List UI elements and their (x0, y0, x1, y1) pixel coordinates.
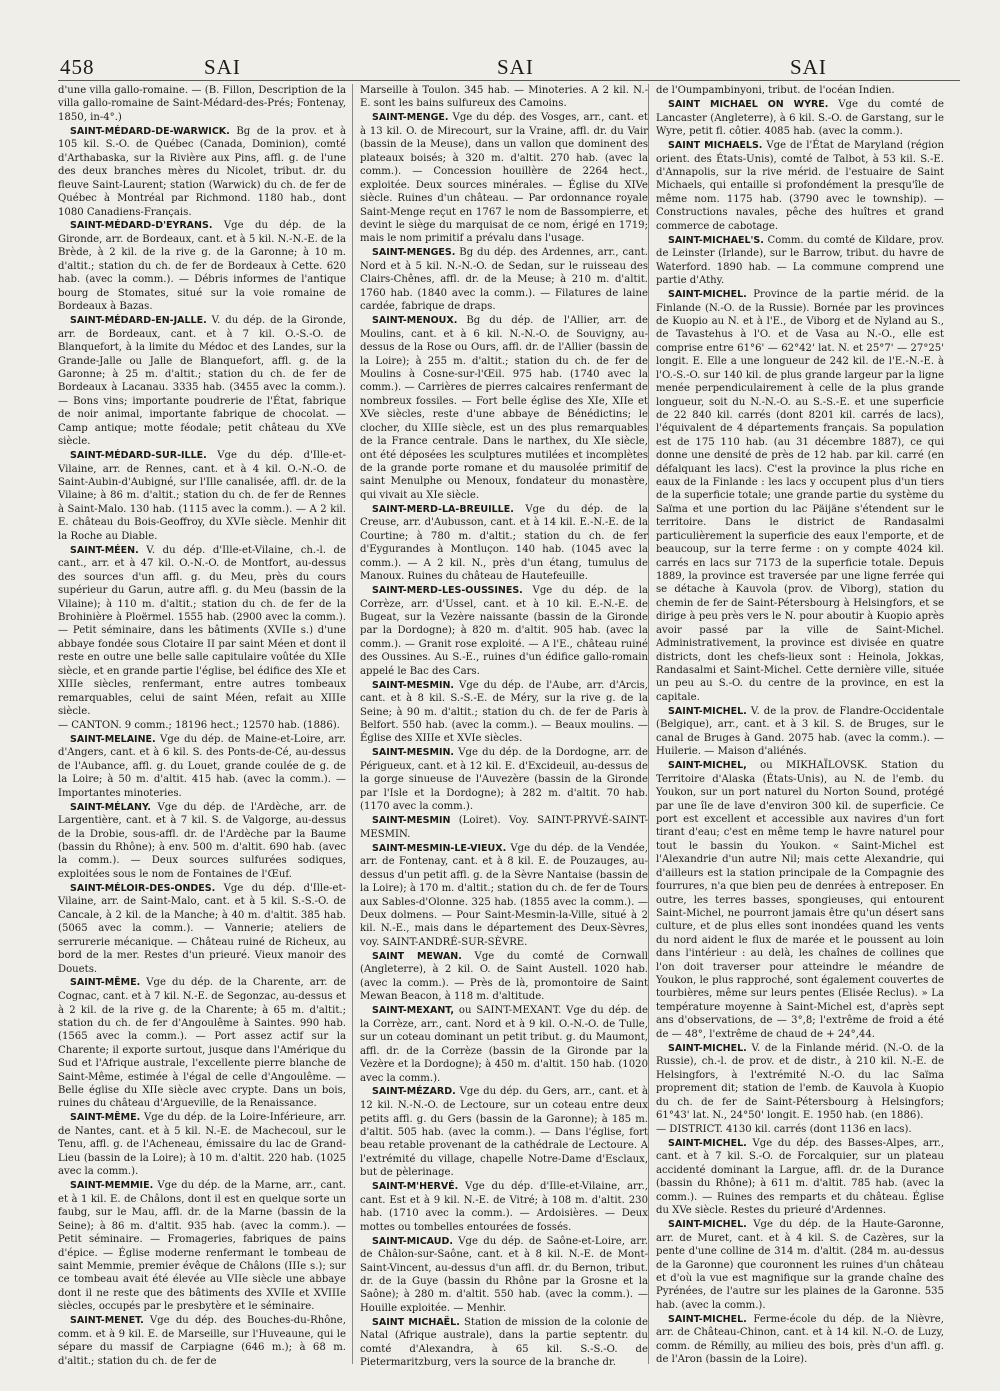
dictionary-entry (656, 98, 944, 138)
entry-text: Vge du dép. de la Creuse, arr. d'Aubusson, cant. et à 14 kil. E.-N.-E. de la Courtine; à 780 m. d'altit.; station du ch. de fer d'Eygurandes à Montluçon. 140 hab. (1045 avec la comm.). — A 2 kil. N., près d'un étang, tumulus de Manoux. Ruines du château de Hautefeuille. (360, 503, 648, 582)
entry-text: — CANTON. 9 comm.; 18196 hect.; 12570 hab. (1886). (58, 719, 340, 731)
dictionary-entry (360, 246, 648, 313)
entry-headword: SAINT-MICHEL. (668, 1219, 747, 1231)
entry-headword: SAINT-MÉLANY. (70, 801, 151, 813)
dictionary-entry (58, 733, 346, 800)
entry-text: — DISTRICT. 4130 kil. carrés (dont 1136 en lacs). (656, 1123, 912, 1135)
entry-headword: SAINT-MELAINE. (70, 733, 156, 745)
entry-text: Vge de l'État de Maryland (région orient. des États-Unis), comté de Talbot, à 53 kil. S.-E. d'Annapolis, sur la rive mérid. de l'estuaire de Saint Michaels, qui entaille si profondément la presqu'île de même nom. 1175 hab. (3790 avec le township). — Constructions navales, pêche des huîtres et grand commerce de cabotage. (656, 139, 944, 232)
column-divider (648, 84, 649, 1364)
entry-text: Station de mission de la colonie de Natal (Afrique australe), dans la partie septentr. du comté d'Alexandra, à 65 kil. S.-S.-O. de Pietermaritzburg, vers la source de la branche dr. (360, 1316, 648, 1369)
entry-headword: SAINT-MICHEL. (668, 1042, 747, 1054)
entry-headword: SAINT-MICHEL. (668, 705, 747, 717)
dictionary-entry (360, 1235, 648, 1316)
dictionary-entry (360, 584, 648, 678)
dictionary-entry (58, 219, 346, 313)
entry-headword: SAINT-MICHEL. (668, 288, 747, 300)
column-1 (58, 84, 346, 1369)
entry-headword: SAINT-MICHEL, (668, 760, 747, 772)
dictionary-entry (656, 1218, 944, 1312)
entry-text: V. de la Finlande mérid. (N.-O. de la Russie), ch.-l. de prov. et de distr., à 210 kil. N.-E. de Helsingfors, à l'extrémité N.-O. du lac Saïma proprement dit; station de l'emb. de Kauvola à Kuopio du ch. de fer de Saint-Pétersbourg à Helsingfors; 61°43' lat. N., 24°50' longit. E. 1950 hab. (en 1886). (656, 1042, 944, 1121)
dictionary-entry (58, 1111, 346, 1178)
entry-headword: SAINT-MENET. (70, 1315, 144, 1327)
entry-text: Province de la partie mérid. de la Finlande (N.-O. de la Russie). Bornée par les provinces de Kuopio au N. et à l'E., de Viborg et de Nyland au S., de Tavastehus à l'O. et de Vasa au N.-O., elle est comprise entre 61°6' — 62°42' lat. N. et 25°7' — 27°25' longit. E. Elle a une longueur de 242 kil. de l'E.-N.-E. à l'O.-S.-O. sur 140 kil. de plus grande largeur par la ligne menée perpendiculairement à celle de la plus grande longueur, soit du N.-N.-O. au S.-S.-E. et une superficie de 22 840 kil. carrés (dont 8201 kil. carrés de lacs), l'équivalent de 4 départements français. Sa population est de 175 110 hab. (au 31 décembre 1887), ce qui donne une densité de près de 12 hab. par kil. carré (en défalquant les lacs). C'est la province la plus riche en eaux de la Finlande : les lacs y occupent plus d'un tiers de la superficie totale; une grande partie du système du Saïma et une portion du lac Päijäne s'étendent sur le territoire. Dans le district de Randasalmi particulièrement la superficie des eaux l'emporte, et de beaucoup, sur la terre ferme : on y compte 4024 kil. carrés en lacs sur 7173 de la superficie totale. Depuis 1889, la province est traversée par une ligne ferrée qui se détache à Kauvola (prov. de Viborg), station du chemin de fer de Saint-Pétersbourg à Helsingfors, et se dirige à peu près vers le N. pour aboutir à Kuopio après avoir passé par la ville de Saint-Michel. Administrativement, la province est divisée en quatre districts, dont les chefs-lieux sont : Heinola, Jokkas, Randasalmi et Saint-Michel. Cette dernière ville, située un peu au S.-O. du centre de la province, en est la capitale. (656, 288, 944, 703)
entry-headword: SAINT-MERD-LES-OUSSINES. (372, 584, 523, 596)
entry-text: de l'Oumpambinyoni, tribut. de l'océan Indien. (656, 85, 895, 96)
dictionary-entry (360, 1085, 648, 1179)
entry-text: (Loiret). Voy. SAINT-PRYVÉ-SAINT-MESMIN. (360, 815, 648, 840)
entry-text: V. du dép. de la Gironde, arr. de Bordeaux, cant. et à 7 kil. O.-S.-O. de Blanquefort, à la limite du Médoc et des Landes, sur la Grande-Jalle ou Jalle de Blanquefort, affl. g. de la Garonne; à 25 m. d'altit.; station du ch. de fer de Bordeaux à Lacanau. 3335 hab. (3455 avec la comm.). — Bons vins; importante poudrerie de l'État, fabrique de noir animal, importante fabrique de chocolat. — Camp antique; motte féodale; petit château du XVe siècle. (58, 315, 346, 448)
entry-headword: SAINT-MÉEN. (70, 544, 139, 556)
continued-text (656, 84, 944, 97)
entry-text: Vge du dép. de la Gironde, arr. de Bordeaux, cant. et à 5 kil. N.-N.-E. de la Brède, à 2 kil. de la rive g. de la Garonne; à 10 m. d'altit.; station du ch. de fer de Bordeaux à Cette. 620 hab. (avec la comm.). — Débris informes de l'antique bourg de Stomates, situé sur la voie romaine de Bordeaux à Bazas. (58, 220, 346, 313)
entry-headword: SAINT-MÊME. (70, 1112, 141, 1124)
entry-headword: SAINT-MENGES. (372, 247, 456, 259)
dictionary-entry (360, 111, 648, 245)
dictionary-entry (656, 234, 944, 288)
entry-text: Bg de la prov. et à 105 kil. S.-O. de Québec (Canada, Dominion), comté d'Arthabaska, sur la Rivière aux Pins, affl. g. de l'une des deux branches mères du Nicolet, tribut. dr. du fleuve Saint-Laurent; station (Warwick) du ch. de fer de Québec à Montréal par Richmond. 1180 hab., dont 1080 Canadiens-Français. (58, 125, 346, 218)
entry-text: V. du dép. d'Ille-et-Vilaine, ch.-l. de cant., arr. et à 47 kil. O.-N.-O. de Montfort, au-dessus des sources d'un affl. g. du Meu, près du cours supérieur du Garun, autre affl. g. du Meu (bassin de la Vilaine); à 110 m. d'altit.; station du ch. de fer de la Brohinière à Ploërmel. 1555 hab. (2900 avec la comm.). — Petit séminaire, dans les bâtiments (XVIIe s.) d'une abbaye fondée sous Clotaire II par saint Méen et dont il reste en outre une belle salle capitulaire voûtée du XIIe siècle, et en grande partie l'église, bel édifice des XIe et XIIIe siècles, renfermant, entre autres tombeaux remarquables, celui de saint Méen, refait au XIIIe siècle. (58, 544, 346, 717)
dictionary-entry (360, 1180, 648, 1234)
entry-text: ou MIKHAÏLOVSK. Station du Territoire d'Alaska (États-Unis), au N. de l'emb. du Youkon, sur un port naturel du Norton Sound, protégé par une île de lave d'environ 300 kil. de superficie. Ce port est excellent et accessible aux navires d'un fort tirant d'eau; c'est en même temp le havre naturel pour tout le bassin du Youkon. « Saint-Michel est l'Alexandrie d'un autre Nil; mais cette Alexandrie, qui d'ailleurs est la station principale de la Compagnie des fourrures, n'a que bien peu de denrées à entreposer. En outre, les terres basses, spongieuses, qui entourent Saint-Michel, ne pourront jamais être qu'un désert sans culture, et de plus elles sont inondées quand les vents du nord aident le flux de marée et le poussent au loin dans l'intérieur : au delà, les chaînes de collines que l'on doit traverser pour atteindre le méandre de Youkon, le plus rapproché, sont également couvertes de tourbières, même sur leurs pentes (Elisée Reclus). » La température moyenne à Saint-Michel est, d'après sept ans d'observations, de — 3°,8; l'extrême de froid a été de — 48°, l'extrême de chaud de + 24°,44. (656, 760, 944, 1040)
entry-headword: SAINT-MÉLOIR-DES-ONDES. (70, 882, 216, 894)
entry-headword: SAINT-MÉDARD-D'EYRANS. (70, 220, 213, 232)
entry-headword: SAINT MEWAN. (372, 950, 462, 962)
entry-headword: SAINT-MESMIN (372, 815, 451, 827)
dictionary-entry (360, 950, 648, 1004)
entry-headword: SAINT-MÉZARD. (372, 1086, 456, 1098)
entry-text: Vge du dép. de Saône-et-Loire, arr. de Châlon-sur-Saône, cant. et à 8 kil. N.-E. de Mont-Saint-Vincent, au-dessus d'un affl. dr. du Bernon, tribut. dr. de la Guye (bassin du Rhône par la Grosne et la Saône); à 280 m. d'altit. 550 hab. (avec la comm.). — Houille exploitée. — Menhir. (360, 1235, 648, 1314)
entry-headword: SAINT-MÉDARD-DE-WARWICK. (70, 125, 230, 137)
entry-text: Vge du dép. des Bouches-du-Rhône, comm. et à 9 kil. E. de Marseille, sur l'Huveaune, qui le sépare du massif de Carpiagne (646 m.); à 68 m. d'altit.; station du ch. de fer de (58, 1315, 346, 1367)
entry-text: Vge du dép. de la Vendée, arr. de Fontenay, cant. et à 8 kil. E. de Pouzauges, au-dessus d'un petit affl. g. de la Sèvre Nantaise (bassin de la Loire); à 170 m. d'altit.; station du ch. de fer de Tours aux Sables-d'Olonne. 325 hab. (1855 avec la comm.). — Deux dolmens. — Pour Saint-Mesmin-la-Ville, situé à 2 kil. N.-E., mais dans le département des Deux-Sèvres, voy. SAINT-ANDRÉ-SUR-SÈVRE. (360, 842, 648, 948)
entry-text: d'une villa gallo-romaine. — (B. Fillon, Description de la villa gallo-romaine de Saint-Médard-des-Prés; Fontenay, 1850, in-4°.) (58, 85, 346, 123)
entry-text: Vge du dép. des Basses-Alpes, arr., cant. et à 7 kil. S.-O. de Forcalquier, sur un plateau accidenté dominant la Largue, affl. dr. de la Durance (bassin du Rhône); à 611 m. d'altit. 785 hab. (avec la comm.). — Ruines des remparts et du château. Église du XVe siècle. Restes du prieuré d'Ardennes. (656, 1137, 944, 1217)
dictionary-entry (360, 814, 648, 841)
entry-text: Vge du dép. des Vosges, arr., cant. et à 13 kil. O. de Mirecourt, sur la Vraine, affl. dr. du Vair (bassin de la Meuse), dans un vallon que dominent des plateaux boisés; à 320 m. d'altit. 270 hab. (avec la comm.). — Concession houillère de 2264 hect., exploitée. Deux sources minérales. — Église du XIVe siècle. Ruines d'un château. — Par ordonnance royale Saint-Menge reçut en 1767 le nom de Bassompierre, et devint le siège du marquisat de ce nom, érigé en 1719; mais le nom primitif a prévalu dans l'usage. (360, 112, 648, 245)
entry-headword: SAINT-MICHAEL'S. (668, 234, 764, 246)
entry-text: Vge du comté de Lancaster (Angleterre), à 6 kil. S.-O. de Garstang, sur le Wyre, petit fl. côtier. 4085 hab. (avec la comm.). (656, 98, 945, 137)
dictionary-entry (360, 314, 648, 502)
dictionary-entry (656, 1137, 944, 1218)
dictionary-entry (360, 679, 648, 746)
dictionary-entry (656, 759, 944, 1041)
header-rule (58, 80, 960, 81)
entry-text: Bg du dép. de l'Allier, arr. de Moulins, cant. et à 6 kil. N.-N.-O. de Souvigny, au-dessus de la Rose ou Ours, affl. dr. de l'Allier (bassin de la Loire); à 255 m. d'altit.; station du ch. de fer de Moulins à Cosne-sur-l'Œil. 975 hab. (1740 avec la comm.). — Carrières de pierres calcaires renfermant de nombreux fossiles. — Fort belle église des XIe, XIIe et XVe siècles, reste d'une abbaye de Bénédictins; le clocher, du XIIIe siècle, est un des plus remarquables de la France centrale. Dans le narthex, du XIe siècle, ont été déposées les sculptures mutilées et incomplètes de la grande porte romane et du mausolée primitif de saint Menulphe ou Menoux, fondateur du monastère, qui vivait au XIe siècle. (360, 315, 648, 501)
entry-headword: SAINT-MEMMIE. (70, 1180, 154, 1192)
entry-headword: SAINT-MEXANT, (372, 1005, 455, 1017)
dictionary-entry (58, 449, 346, 543)
entry-headword: SAINT-MÊME. (70, 977, 141, 989)
dictionary-entry (360, 842, 648, 950)
dictionary-entry (58, 801, 346, 882)
dictionary-entry (360, 503, 648, 584)
continued-text (58, 84, 346, 124)
entry-headword: SAINT-MICHEL. (668, 1137, 747, 1149)
entry-headword: SAINT-MÉDARD-SUR-ILLE. (70, 450, 207, 461)
continued-text (656, 1123, 944, 1136)
entry-headword: SAINT MICHAEL ON WYRE. (668, 98, 829, 110)
entry-text: Vge du dép. du Gers, arr., cant. et à 12 kil. N.-N.-O. de Lectoure, sur un coteau entre deux petits affl. g. du Gers (bassin de la Garonne); à 185 m. d'altit. 505 hab. (avec la comm.). — Dans l'église, fort beau retable provenant de la cathédrale de Lectoure. A l'extrémité du village, chapelle Notre-Dame d'Esclaux, but de pèlerinage. (360, 1086, 648, 1179)
entry-headword: SAINT-MICHEL. (668, 1313, 747, 1325)
dictionary-entry (656, 288, 944, 704)
entry-text: Vge du dép. de la Charente, arr. de Cognac, cant. et à 7 kil. N.-E. de Segonzac, au-dessus et à 2 kil. de la rive g. de la Charente; à 65 m. d'altit.; station du ch. de fer d'Angoulême à Saintes. 990 hab. (1565 avec la comm.). — Port assez actif sur la Charente; il exporte surtout, jusque dans l'Amérique du Sud et l'Afrique australe, l'excellente pierre blanche de Saint-Même, estimée à l'égal de celle d'Angoulême. — Belle église du XIIe siècle avec crypte. Dans un bois, ruines du château d'Argueville, de la Renaissance. (58, 977, 346, 1110)
entry-text: Vge du dép. de la Marne, arr., cant. et à 1 kil. E. de Châlons, dont il est en quelque sorte un faubg, sur le Mau, affl. dr. de la Marne (bassin de la Seine); à 86 m. d'altit. 935 hab. (avec la comm.). — Petit séminaire. — Fromageries, fabriques de pains d'épice. — Église moderne renfermant le tombeau de saint Memmie, premier évêque de Châlons (IIIe s.); sur ce tombeau avait été élevée au VIIe siècle une abbaye dont il ne reste que des bâtiments des XVIIe et XVIIIe siècles, occupés par le presbytère et le séminaire. (58, 1180, 346, 1313)
entry-text: Vge du dép. d'Ille-et-Vilaine, arr., cant. Est et à 9 kil. N.-E. de Vitré; à 108 m. d'altit. 230 hab. (1710 avec la comm.). — Ardoisières. — Deux mottes ou tombelles entourées de fossés. (360, 1181, 648, 1233)
entry-text: Vge du dép. de l'Aube, arr. d'Arcis, cant. et à 8 kil. S.-S.-E. de Méry, sur la rive g. de la Seine; à 90 m. d'altit.; station du ch. de fer de Paris à Belfort. 550 hab. (avec la comm.). — Beaux moulins. — Église des XIIIe et XVIe siècles. (360, 679, 648, 745)
entry-text: Vge du dép. de l'Ardèche, arr. de Largentière, cant. et à 7 kil. S. de Valgorge, au-dessus de la Drobie, sous-affl. dr. de l'Ardèche par la Baume (bassin du Rhône); à env. 500 m. d'altit. 690 hab. (avec la comm.). — Deux sources sulfurées sodiques, exploitées sous le nom de Fontaines de l'Œuf. (58, 801, 346, 880)
dictionary-entry (58, 976, 346, 1110)
dictionary-entry (58, 125, 346, 219)
entry-text: Vge du dép. de la Haute-Garonne, arr. de Muret, cant. et à 4 kil. S. de Cazères, sur la pente d'une colline de 314 m. d'altit. (284 m. au-dessus de la Garonne) que couronnent les ruines d'un château et d'où la vue est magnifique sur la grande chaîne des Pyrénées, de l'autre sur les plaines de la Garonne. 535 hab. (avec la comm.). (656, 1219, 944, 1311)
running-head-middle: SAI (497, 55, 534, 79)
dictionary-entry (58, 882, 346, 976)
entry-headword: SAINT-MESMIN-LE-VIEUX. (372, 842, 507, 854)
continued-text (58, 719, 346, 732)
dictionary-entry (58, 1179, 346, 1313)
entry-text: Vge du dép. de la Dordogne, arr. de Périgueux, cant. et à 12 kil. E. d'Excideuil, au-dessus de la gorge sinueuse de l'Auvezère (bassin de la Gironde par l'Isle et la Dordogne); à 282 m. d'altit. 70 hab. (1170 avec la comm.). (360, 747, 648, 813)
entry-text: Vge du dép. de la Corrèze, arr. d'Ussel, cant. et à 10 kil. E.-N.-E. de Bugeat, sur la Vezère naissante (bassin de la Gironde par la Dordogne); à 820 m. d'altit. 905 hab. (avec la comm.). — Granit rose exploité. — A l'E., château ruiné des Oussines. Au S.-E., ruines d'un édifice gallo-romain appelé le Bac des Cars. (360, 584, 648, 677)
column-2 (360, 84, 648, 1370)
dictionary-entry (58, 1314, 346, 1368)
entry-text: Vge du dép. de la Loire-Inférieure, arr. de Nantes, cant. et à 5 kil. N.-E. de Machecoul, sur le Tenu, affl. g. de l'Acheneau, émissaire du lac de Grand-Lieu (bassin de la Loire); à 10 m. d'altit. 220 hab. (1025 avec la comm.). (58, 1112, 346, 1178)
entry-text: Vge du dép. de Maine-et-Loire, arr. d'Angers, cant. et à 6 kil. S. des Ponts-de-Cé, au-dessus de l'Aubance, affl. g. du Louet, grande coulée de g. de la Loire; à 50 m. d'altit. 415 hab. (avec la comm.). — Importantes minoteries. (58, 733, 346, 799)
entry-headword: SAINT-MESMIN. (372, 747, 455, 759)
dictionary-entry (656, 1313, 944, 1367)
running-head-right: SAI (790, 55, 827, 79)
entry-text: V. de la prov. de Flandre-Occidentale (Belgique), arr., cant. et à 3 kil. S. de Bruges, sur le canal de Bruges à Gand. 2075 hab. (avec la comm.). — Huilerie. — Maison d'aliénés. (656, 705, 944, 758)
dictionary-entry (360, 746, 648, 813)
entry-headword: SAINT MICHAELS. (668, 139, 763, 151)
entry-headword: SAINT-MENGE. (372, 112, 449, 124)
entry-text: Vge du comté de Cornwall (Angleterre), à 2 kil. O. de Saint Austell. 1020 hab. (avec la comm.). — Près de là, promontoire de Saint Mewan Beacon, à 118 m. d'altitude. (360, 950, 648, 1003)
entry-text: ou SAINT-MEXANT. Vge du dép. de la Corrèze, arr., cant. Nord et à 9 kil. O.-N.-O. de Tulle, sur un coteau dominant un petit tribut. g. du Maumont, affl. dr. de la Corrèze (bassin de la Gironde par la Vezère et la Dordogne); à 450 m. d'altit. 150 hab. (1020 avec la comm.). (360, 1005, 648, 1084)
running-head-left: SAI (204, 55, 241, 79)
entry-headword: SAINT MICHAËL. (372, 1316, 460, 1328)
dictionary-entry (656, 705, 944, 759)
dictionary-entry (656, 139, 944, 233)
column-3 (656, 84, 944, 1367)
entry-headword: SAINT-MÉDARD-EN-JALLE. (70, 315, 207, 327)
page-number: 458 (60, 55, 95, 79)
continued-text (360, 84, 648, 111)
entry-text: Vge du dép. d'Ille-et-Vilaine, arr. de Saint-Malo, cant. et à 5 kil. S.-S.-O. de Cancale, à 2 kil. de la Manche; à 40 m. d'altit. 385 hab. (5065 avec la comm.). — Vannerie; ateliers de serrurerie mécanique. — Château ruiné de Richeux, au bord de la mer. Restes d'un prieuré. Vieux manoir des Douets. (58, 882, 346, 975)
dictionary-entry (360, 1004, 648, 1085)
entry-headword: SAINT-M'HERVÉ. (372, 1181, 459, 1193)
entry-headword: SAINT-MENOUX. (372, 315, 458, 327)
entry-text: Comm. du comté de Kildare, prov. de Leinster (Irlande), sur le Barrow, tribut. du havre de Waterford. 1890 hab. — La commune comprend une partie d'Athy. (656, 234, 944, 287)
entry-headword: SAINT-MICAUD. (372, 1235, 453, 1247)
column-divider (352, 84, 353, 1364)
dictionary-entry (656, 1042, 944, 1123)
entry-text: Ferme-école du dép. de la Nièvre, arr. de Château-Chinon, cant. et à 14 kil. N.-O. de Luzy, comm. de Rémilly, au milieu des bois, près d'un affl. g. de l'Aron (bassin de la Loire). (656, 1313, 944, 1366)
dictionary-entry (58, 544, 346, 719)
entry-headword: SAINT-MESMIN. (372, 679, 455, 691)
entry-text: Bg du dép. des Ardennes, arr., cant. Nord et à 5 kil. N.-N.-O. de Sedan, sur le ruisseau des Clairs-Chênes, affl. dr. de la Meuse; à 210 m. d'altit. 1760 hab. (1840 avec la comm.). — Filatures de laine cardée, fabrique de draps. (360, 247, 648, 313)
dictionary-entry (360, 1316, 648, 1370)
entry-headword: SAINT-MERD-LA-BREUILLE. (372, 503, 514, 515)
dictionary-entry (58, 314, 346, 448)
entry-text: Marseille à Toulon. 345 hab. — Minoteries. A 2 kil. N.-E. sont les bains sulfureux des Camoins. (360, 85, 648, 110)
entry-text: Vge du dép. d'Ille-et-Vilaine, arr. de Rennes, cant. et à 4 kil. O.-N.-O. de Saint-Aubin-d'Aubigné, sur l'Ille canalisée, affl. dr. de la Vilaine; à 86 m. d'altit.; station du ch. de fer de Rennes à Saint-Malo. 130 hab. (1115 avec la comm.). — A 2 kil. E. château du Bois-Geoffroy, du XVIe siècle. Menhir dit la Roche au Diable. (58, 450, 346, 542)
